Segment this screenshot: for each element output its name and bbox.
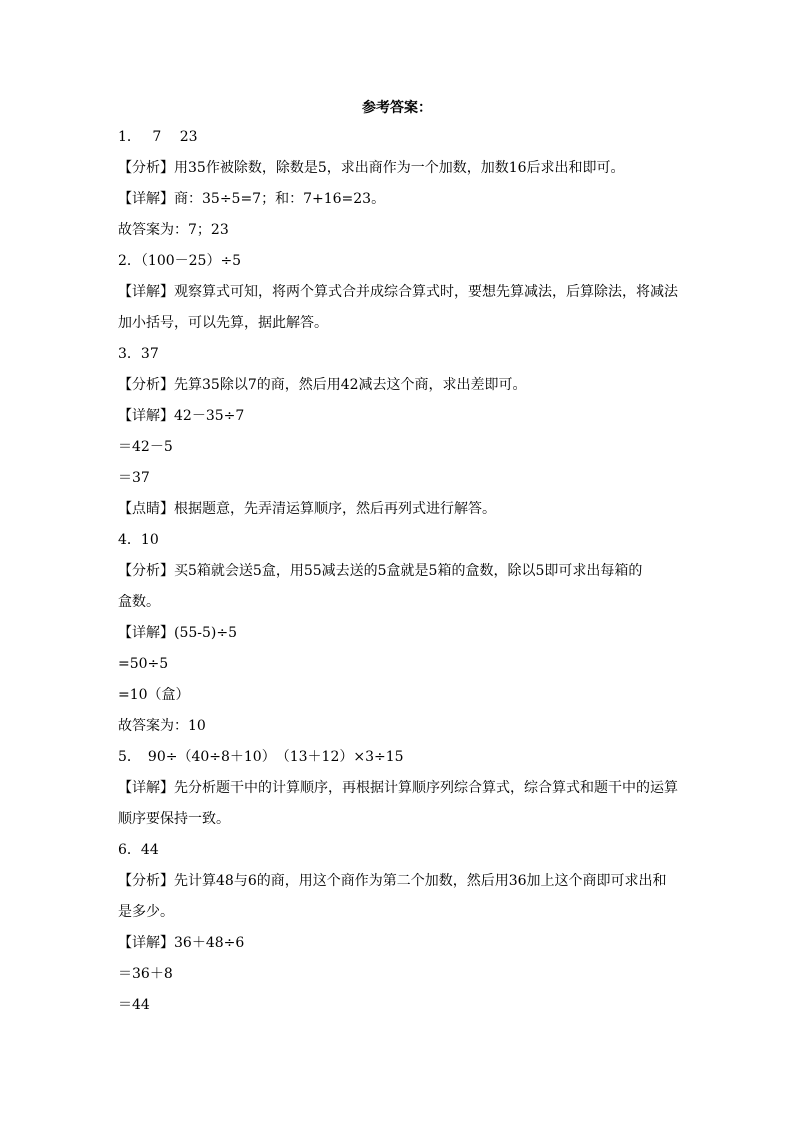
answer-6-step-2: ＝44 — [118, 997, 150, 1013]
answer-4-step-2: =10（盒） — [118, 687, 190, 703]
answer-2-detail-line-2: 加小括号，可以先算，据此解答。 — [118, 315, 328, 331]
answer-3-remark: 【点睛】根据题意，先弄清运算顺序，然后再列式进行解答。 — [118, 501, 496, 517]
answer-6-heading: 6．44 — [118, 842, 159, 858]
answer-1-detail: 【详解】商：35÷5=7；和：7+16=23。 — [118, 191, 386, 207]
answer-1-conclusion: 故答案为：7；23 — [118, 222, 229, 238]
answer-1-analysis: 【分析】用35作被除数，除数是5，求出商作为一个加数，加数16后求出和即可。 — [118, 160, 625, 176]
answer-5-detail-line-2: 顺序要保持一致。 — [118, 811, 230, 827]
answer-2-detail-line-1: 【详解】观察算式可知，将两个算式合并成综合算式时，要想先算减法，后算除法，将减法 — [118, 284, 678, 300]
answer-3-step-1: ＝42－5 — [118, 439, 173, 455]
answer-4-detail: 【详解】(55-5)÷5 — [118, 625, 238, 641]
answer-4-conclusion: 故答案为：10 — [118, 718, 206, 734]
answer-6-detail: 【详解】36＋48÷6 — [118, 935, 245, 951]
answer-6-analysis-line-1: 【分析】先计算48与6的商，用这个商作为第二个加数，然后用36加上这个商即可求出和 — [118, 873, 667, 889]
answer-4-analysis-line-2: 盒数。 — [118, 594, 160, 610]
answer-3-analysis: 【分析】先算35除以7的商，然后用42减去这个商，求出差即可。 — [118, 377, 527, 393]
answer-6-step-1: ＝36＋8 — [118, 966, 173, 982]
answer-6-analysis-line-2: 是多少。 — [118, 904, 174, 920]
answer-4-step-1: =50÷5 — [118, 656, 169, 672]
answer-3-detail: 【详解】42－35÷7 — [118, 408, 245, 424]
answer-3-heading: 3．37 — [118, 346, 159, 362]
answer-1-heading: 1． 7 23 — [118, 129, 198, 145]
page-title: 参考答案： — [362, 100, 432, 116]
answer-4-heading: 4．10 — [118, 532, 159, 548]
answer-2-heading: 2．（100－25）÷5 — [118, 253, 242, 269]
answer-5-detail-line-1: 【详解】先分析题干中的计算顺序，再根据计算顺序列综合算式，综合算式和题干中的运算 — [118, 780, 678, 796]
answer-4-analysis-line-1: 【分析】买5箱就会送5盒，用55减去送的5盒就是5箱的盒数，除以5即可求出每箱的 — [118, 563, 643, 579]
answer-3-step-2: ＝37 — [118, 470, 150, 486]
answer-5-heading: 5． 90÷（40÷8＋10） （13＋12）×3÷15 — [118, 749, 404, 765]
